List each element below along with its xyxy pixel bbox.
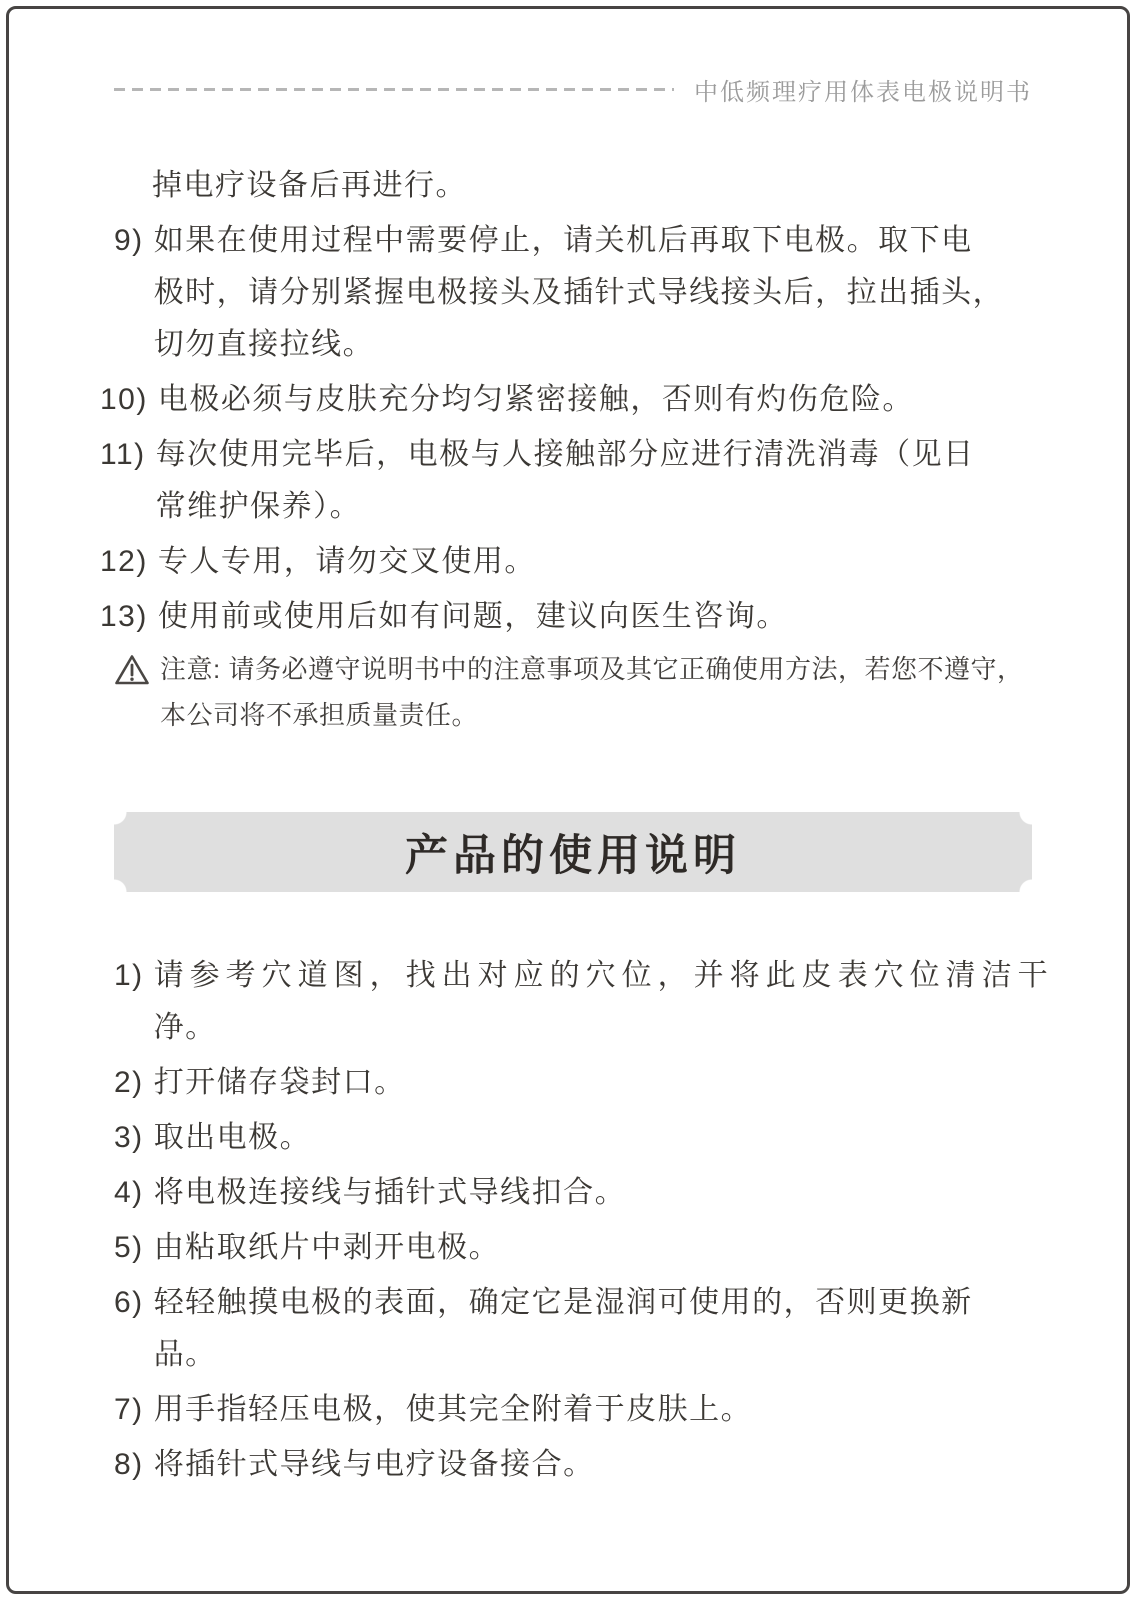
- list-item-7: [114, 1384, 1032, 1436]
- list-item-13: [100, 591, 1032, 643]
- list-item-11: [100, 429, 1032, 533]
- list-item-10: [100, 374, 1032, 426]
- item-number: 3): [114, 1121, 144, 1154]
- header-dashed-line: [114, 88, 674, 91]
- item-number: 6): [114, 1286, 144, 1319]
- item-line: 专人专用，请勿交叉使用。: [157, 545, 536, 578]
- list-item-8: [114, 1439, 1032, 1491]
- item-number: 5): [114, 1231, 144, 1264]
- list-item-3: [114, 1112, 1032, 1164]
- item-number: 10): [100, 383, 148, 416]
- item-line: 品。: [153, 1338, 217, 1371]
- usage-list: [114, 950, 1054, 1491]
- item-number: 11): [100, 438, 146, 471]
- item-line: 电极必须与皮肤充分均匀紧密接触，否则有灼伤危险。: [157, 383, 914, 416]
- item-line: 取出电极。: [153, 1121, 312, 1154]
- item-number: 2): [114, 1066, 144, 1099]
- item-line: 将电极连接线与插针式导线扣合。: [153, 1176, 627, 1209]
- list-item-6: [114, 1277, 1032, 1381]
- section-banner-title: 产品的使用说明: [405, 831, 741, 880]
- item-number: 9): [114, 224, 144, 257]
- item-number: 13): [100, 600, 148, 633]
- list-item-9: [114, 215, 1032, 371]
- warning-note: [114, 646, 1032, 738]
- note-line: 本公司将不承担质量责任。: [160, 700, 479, 730]
- item-number: 7): [114, 1393, 144, 1426]
- list-item-4: [114, 1167, 1032, 1219]
- item-line: 打开储存袋封口。: [153, 1066, 406, 1099]
- list-item-1: [114, 950, 1054, 1054]
- page-content: [100, 160, 1054, 1494]
- page-header: [114, 74, 1032, 104]
- header-title: 中低频理疗用体表电极说明书: [694, 78, 1032, 106]
- list-item-2: [114, 1057, 1032, 1109]
- item-line: 净。: [153, 1011, 217, 1044]
- item-number: 8): [114, 1448, 144, 1481]
- item-line: 请参考穴道图，找出对应的穴位，并将此皮表穴位清洁干: [153, 959, 1054, 992]
- item-line: 每次使用完毕后，电极与人接触部分应进行清洗消毒（见日: [155, 438, 975, 471]
- item-line: 由粘取纸片中剥开电极。: [153, 1231, 501, 1264]
- item-line: 轻轻触摸电极的表面，确定它是湿润可使用的，否则更换新: [153, 1286, 973, 1319]
- list-item-continuation: [114, 160, 1032, 212]
- section-banner: [114, 812, 1032, 892]
- item-line: 将插针式导线与电疗设备接合。: [153, 1448, 595, 1481]
- warning-triangle-icon: [114, 646, 152, 701]
- note-line: 注意: 请务必遵守说明书中的注意事项及其它正确使用方法，若您不遵守，: [160, 654, 1024, 684]
- item-line: 使用前或使用后如有问题，建议向医生咨询。: [157, 600, 788, 633]
- item-number: 12): [100, 545, 148, 578]
- list-item-12: [100, 536, 1032, 588]
- item-line: 常维护保养）。: [155, 490, 362, 523]
- item-line: 掉电疗设备后再进行。: [152, 169, 467, 202]
- item-line: 极时，请分别紧握电极接头及插针式导线接头后，拉出插头，: [153, 276, 1005, 309]
- item-line: 如果在使用过程中需要停止，请关机后再取下电极。取下电: [153, 224, 973, 257]
- item-number: 4): [114, 1176, 144, 1209]
- item-line: 用手指轻压电极，使其完全附着于皮肤上。: [153, 1393, 753, 1426]
- item-number: 1): [114, 959, 144, 992]
- item-line: 切勿直接拉线。: [153, 328, 375, 361]
- precautions-list: [100, 160, 1032, 643]
- list-item-5: [114, 1222, 1032, 1274]
